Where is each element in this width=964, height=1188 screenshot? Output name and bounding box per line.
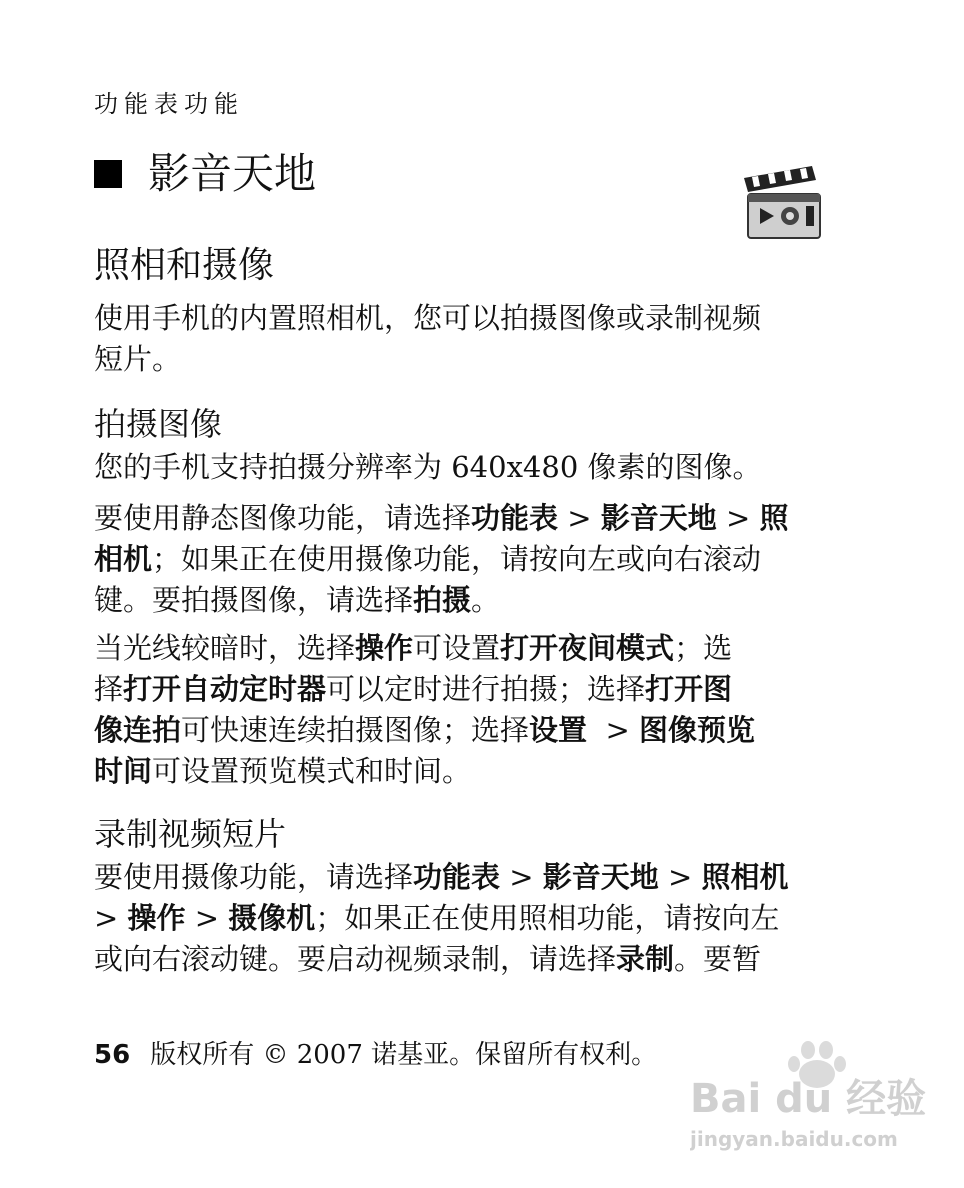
paragraph-video xyxy=(94,857,834,980)
page-header: 功能表功能 xyxy=(94,90,244,118)
video-line-3: 或向右滚动键。要启动视频录制，请选择录制。要暂 xyxy=(94,942,762,976)
dark-line-2: 择打开自动定时器可以定时进行拍摄；选择打开图 xyxy=(94,672,733,706)
section-title xyxy=(94,148,316,200)
paragraph-intro xyxy=(94,298,834,380)
still-line-1: 要使用静态图像功能，请选择功能表 > 影音天地 > 照 xyxy=(94,501,789,535)
page-footer xyxy=(94,1034,657,1071)
heading-video: 录制视频短片 xyxy=(94,815,287,853)
baidu-jingyan-watermark xyxy=(690,1040,940,1160)
intro-line-1: 使用手机的内置照相机，您可以拍摄图像或录制视频 xyxy=(94,301,762,335)
square-bullet-icon xyxy=(94,160,122,188)
film-clapper-icon xyxy=(738,164,828,244)
dark-line-1: 当光线较暗时，选择操作可设置打开夜间模式；选 xyxy=(94,631,733,665)
dark-line-3: 像连拍可快速连续拍摄图像；选择设置 > 图像预览 xyxy=(94,713,756,747)
dark-line-4: 时间可设置预览模式和时间。 xyxy=(94,754,472,788)
video-line-2: > 操作 > 摄像机；如果正在使用照相功能，请按向左 xyxy=(94,901,780,935)
heading-camera: 照相和摄像 xyxy=(94,245,275,286)
paragraph-still-image xyxy=(94,498,834,621)
watermark-brand: Bai du 经验 xyxy=(690,1076,927,1122)
paragraph-low-light xyxy=(94,628,834,792)
still-line-3: 键。要拍摄图像，请选择拍摄。 xyxy=(94,583,501,617)
copyright-text: 版权所有 © 2007 诺基亚。保留所有权利。 xyxy=(150,1040,658,1070)
watermark-url: jingyan.baidu.com xyxy=(690,1127,898,1151)
intro-line-2: 短片。 xyxy=(94,342,182,376)
paragraph-resolution: 您的手机支持拍摄分辨率为 640x480 像素的图像。 xyxy=(94,450,762,484)
page-number: 56 xyxy=(94,1040,131,1070)
still-line-2: 相机；如果正在使用摄像功能，请按向左或向右滚动 xyxy=(94,542,762,576)
heading-capture: 拍摄图像 xyxy=(94,405,223,443)
video-line-1: 要使用摄像功能，请选择功能表 > 影音天地 > 照相机 xyxy=(94,860,789,894)
section-title-text: 影音天地 xyxy=(148,149,317,198)
